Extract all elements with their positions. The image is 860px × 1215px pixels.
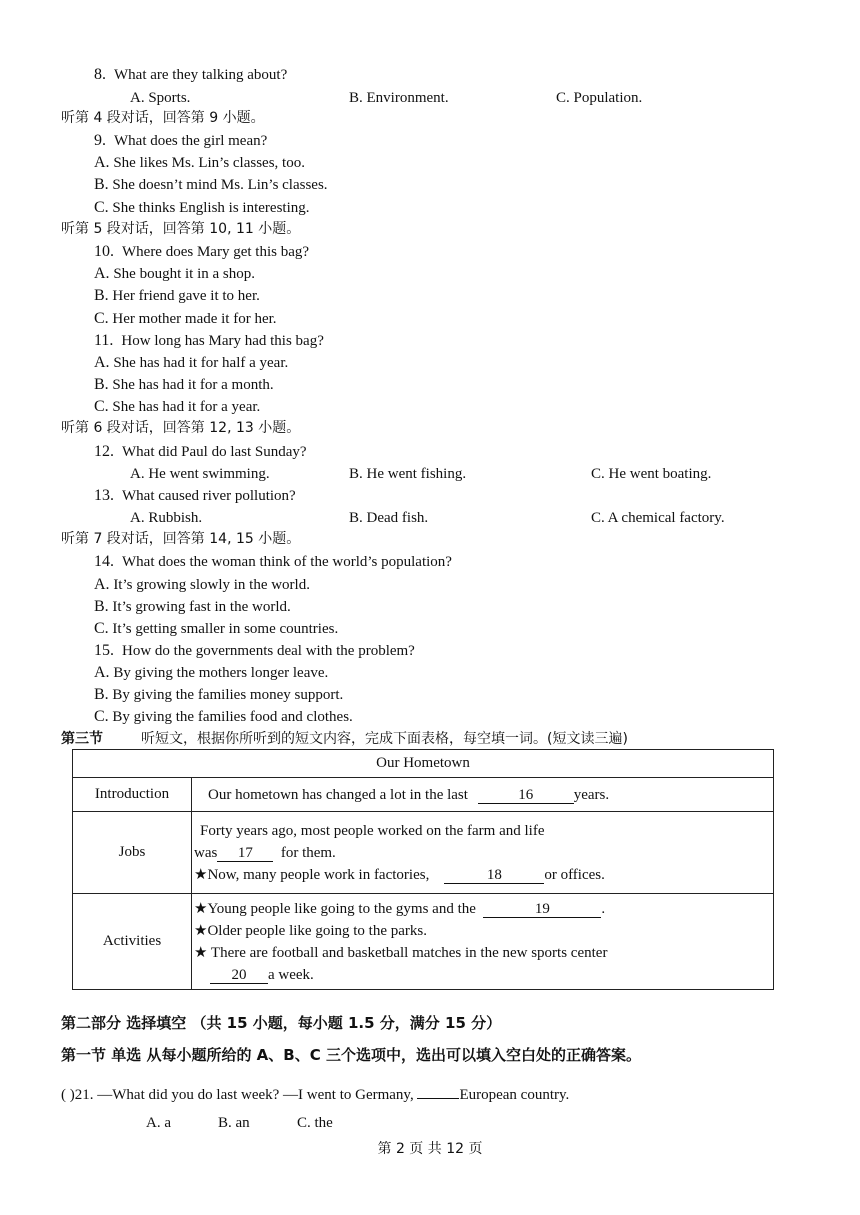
option-b: B. Dead fish.: [349, 510, 429, 526]
option-a: A. She likes Ms. Lin’s classes, too.: [94, 154, 305, 171]
section-instruction-4: 听第 4 段对话，回答第 9 小题。: [61, 110, 265, 126]
option-c: C. She has had it for a year.: [94, 398, 261, 415]
option-b: B. It’s growing fast in the world.: [94, 598, 291, 615]
option-b: B. He went fishing.: [349, 466, 467, 482]
question-10: 10. Where does Mary get this bag?: [94, 243, 310, 260]
question-15: 15. How do the governments deal with the problem?: [94, 642, 415, 659]
table-title: Our Hometown: [73, 750, 774, 778]
option-c: C. She thinks English is interesting.: [94, 199, 310, 216]
section-instruction-7: 听第 7 段对话，回答第 14, 15 小题。: [61, 531, 301, 547]
option-c: C. Population.: [556, 90, 643, 106]
question-14: 14. What does the woman think of the world’s population?: [94, 553, 452, 570]
section-instruction-6: 听第 6 段对话，回答第 12, 13 小题。: [61, 420, 301, 436]
option-c: C. By giving the families food and clothes.: [94, 708, 353, 725]
question-9: 9. What does the girl mean?: [94, 132, 268, 149]
option-a: A. Rubbish.: [130, 510, 203, 526]
option-b: B. Her friend gave it to her.: [94, 287, 260, 304]
option-c: C. It’s getting smaller in some countries.: [94, 620, 339, 637]
section-instruction-5: 听第 5 段对话，回答第 10, 11 小题。: [61, 221, 301, 237]
blank-17[interactable]: 17: [217, 845, 273, 862]
option-c: C. Her mother made it for her.: [94, 310, 277, 327]
blank-20[interactable]: 20: [210, 967, 268, 984]
option-a: A. It’s growing slowly in the world.: [94, 576, 310, 593]
question-8: 8. What are they talking about?: [94, 66, 288, 83]
hometown-table: [72, 749, 774, 990]
blank-18[interactable]: 18: [444, 867, 544, 884]
row-introduction: Our hometown has changed a lot in the last 16 years.: [192, 778, 774, 812]
row-jobs: Forty years ago, most people worked on the farm and life was 17 for them. ★Now, many people work in factories, 18 or offices.: [192, 812, 774, 894]
option-c: C. the: [297, 1115, 333, 1131]
option-b: B. an: [218, 1115, 250, 1131]
option-b: B. By giving the families money support.: [94, 686, 344, 703]
option-a: A. He went swimming.: [130, 466, 270, 482]
part2-title: 第二部分 选择填空 （共 15 小题，每小题 1.5 分，满分 15 分）: [61, 1014, 502, 1032]
option-c: C. A chemical factory.: [591, 510, 725, 526]
option-b: B. She has had it for a month.: [94, 376, 274, 393]
option-b: B. Environment.: [349, 90, 449, 106]
option-a: A. She has had it for half a year.: [94, 354, 289, 371]
option-c: C. He went boating.: [591, 466, 712, 482]
question-11: 11. How long has Mary had this bag?: [94, 332, 324, 349]
question-21: ( )21. —What did you do last week? —I went to Germany, European country.: [61, 1087, 570, 1103]
option-a: A. a: [146, 1115, 171, 1131]
row-label-introduction: Introduction: [73, 778, 192, 812]
row-activities: ★Young people like going to the gyms and the 19 . ★Older people like going to the parks. ★ There are football and basketball matches in the new sports center 20 a week.: [192, 894, 774, 990]
option-a: A. She bought it in a shop.: [94, 265, 255, 282]
blank-21[interactable]: [417, 1098, 459, 1099]
question-12: 12. What did Paul do last Sunday?: [94, 443, 307, 460]
blank-19[interactable]: 19: [483, 901, 601, 918]
blank-16[interactable]: 16: [478, 787, 574, 804]
part3-heading: 第三节 听短文，根据你所听到的短文内容，完成下面表格，每空填一词。(短文读三遍): [61, 731, 628, 747]
option-a: A. Sports.: [130, 90, 191, 106]
page-footer: 第 2 页 共 12 页: [377, 1141, 483, 1157]
question-13: 13. What caused river pollution?: [94, 487, 296, 504]
option-a: A. By giving the mothers longer leave.: [94, 664, 329, 681]
option-b: B. She doesn’t mind Ms. Lin’s classes.: [94, 176, 328, 193]
row-label-jobs: Jobs: [73, 812, 192, 894]
row-label-activities: Activities: [73, 894, 192, 990]
section1-title: 第一节 单选 从每小题所给的 A、B、C 三个选项中，选出可以填入空白处的正确答案。: [61, 1046, 641, 1064]
